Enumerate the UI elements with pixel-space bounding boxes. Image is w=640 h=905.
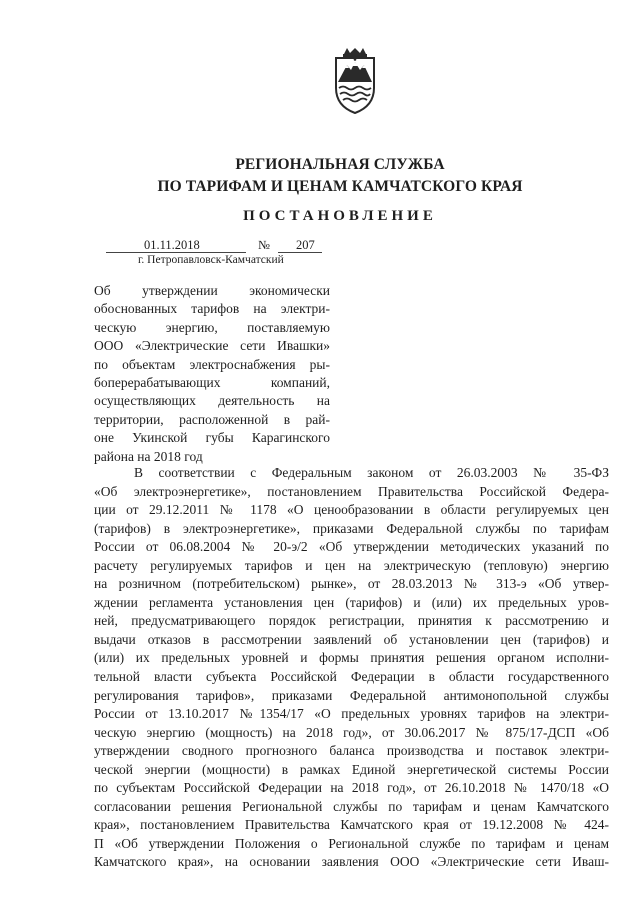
body-line: на розничном (потребительском) рынке», от 28.03.2013 № 313-э «Об утвер-	[94, 576, 609, 592]
document-subject	[94, 282, 330, 466]
document-type-title: ПОСТАНОВЛЕНИЕ	[243, 208, 437, 224]
body-line: Камчатского края», на основании заявления ООО «Электрические сети Иваш-	[94, 854, 609, 870]
body-line: ждении регламента установления цен (тарифов) и (или) их предельных уров-	[94, 594, 609, 610]
body-line: «Об электроэнергетике», постановлением Правительства Российской Федера-	[94, 483, 609, 499]
body-line: В соответствии с Федеральным законом от 26.03.2003 № 35-ФЗ	[134, 465, 609, 480]
body-line: согласовании решения Региональной службы по тарифам и ценам Камчатского	[94, 798, 609, 814]
body-line: России от 06.08.2004 № 20-э/2 «Об утверждении методических указаний по	[94, 539, 609, 555]
body-line: края», постановлением Правительства Камчатского края от 19.12.2008 № 424-	[94, 817, 609, 833]
subject-line: ческую энергию, поставляемую	[94, 319, 330, 335]
document-number: 207	[296, 238, 315, 252]
body-line: утверждении сводного прогнозного баланса производства и поставок электри-	[94, 743, 609, 759]
subject-line: осуществляющих деятельность на	[94, 393, 330, 409]
body-line: ческой энергии (мощности) в рамках Единой энергетической системы России	[94, 761, 609, 777]
body-line: ции от 29.12.2011 № 1178 «О ценообразовании в области регулируемых цен	[94, 502, 609, 518]
date-number-line	[106, 238, 322, 254]
document-body	[94, 464, 609, 872]
body-line: тельной власти субъекта Российской Федерации в области государственного	[94, 669, 609, 685]
subject-line: Об утверждении экономически	[94, 283, 330, 298]
document-date: 01.11.2018	[144, 238, 200, 252]
body-line: России от 13.10.2017 №1354/17 «О предельных уровнях тарифов на электри-	[94, 706, 609, 722]
number-sign: №	[258, 238, 270, 252]
body-line: ческую энергию (мощность) на 2018 год», от 30.06.2017 № 875/17-ДСП «Об	[94, 724, 609, 740]
subject-line: по объектам электроснабжения ры-	[94, 356, 330, 372]
subject-line: ООО «Электрические сети Ивашки»	[94, 338, 330, 354]
subject-line: обоснованных тарифов на электри-	[94, 301, 330, 317]
subject-line: боперерабатывающих компаний,	[94, 374, 330, 390]
subject-line: территории, расположенной в рай-	[94, 411, 330, 427]
body-line: ней, предусматривающего порядок регистрации, принятия к рассмотрению и	[94, 613, 609, 629]
body-line: расчету регулируемых тарифов и цен на электрическую (тепловую) энергию	[94, 557, 609, 573]
subject-line: оне Укинской губы Карагинского	[94, 430, 330, 446]
body-line: регулирования тарифов», приказами Федеральной антимонопольной службы	[94, 687, 609, 703]
body-line: П «Об утверждении Положения о Региональной службе по тарифам и ценам	[94, 835, 609, 851]
organization-name-line1: РЕГИОНАЛЬНАЯ СЛУЖБА	[235, 156, 445, 173]
body-line: выдачи отказов в рассмотрении заявлений об установлении цен (тарифов) и	[94, 631, 609, 647]
organization-name-line2: ПО ТАРИФАМ И ЦЕНАМ КАМЧАТСКОГО КРАЯ	[157, 178, 523, 195]
document-city: г. Петропавловск-Камчатский	[138, 254, 284, 266]
subject-line: района на 2018 год	[94, 448, 203, 464]
organization-name	[80, 154, 600, 198]
body-line: по субъектам Российской Федерации на 2018 год», от 26.10.2018 № 1470/18 «О	[94, 780, 609, 796]
body-line: (тарифов) в электроэнергетике», приказами Федеральной службы по тарифам	[94, 520, 609, 536]
coat-of-arms-icon	[330, 48, 380, 114]
body-line: (или) их предельных уровней и формы принятия решения органом исполни-	[94, 650, 609, 666]
